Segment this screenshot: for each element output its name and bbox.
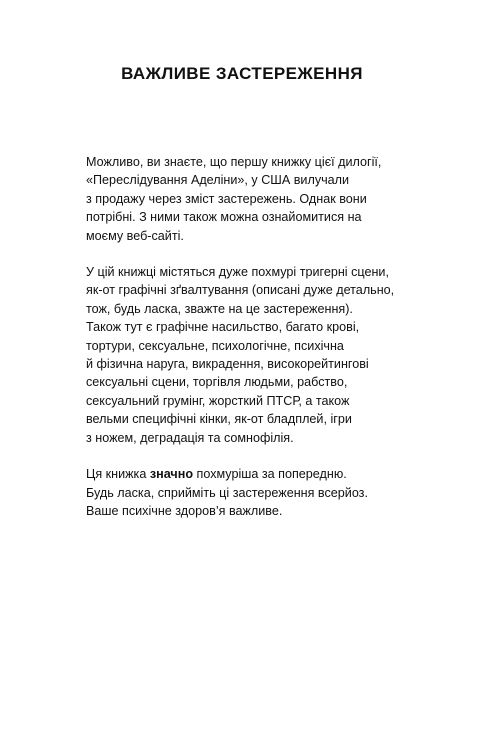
text-line: сексуальні сцени, торгівля людьми, рабство, xyxy=(86,375,348,390)
text-segment: похмуріша за попередню. xyxy=(193,467,347,482)
text-line: Також тут є графічне насильство, багато крові, xyxy=(86,320,360,335)
text-line: «Переслідування Аделіни», у США вилучали xyxy=(86,173,350,188)
warning-text xyxy=(86,153,416,538)
text-line: У цій книжці містяться дуже похмурі тригерні сцени, xyxy=(86,265,389,280)
text-line: моєму веб-сайті. xyxy=(86,228,184,243)
text-line: тортури, сексуальне, психологічне, психічна xyxy=(86,338,344,353)
paragraph-1 xyxy=(86,153,416,245)
text-line: з продажу через зміст застережень. Однак вони xyxy=(86,191,367,206)
text-line xyxy=(86,465,416,483)
text-line: вельми специфічні кінки, як-от бладплей, ігри xyxy=(86,412,352,427)
text-line: сексуальний грумінг, жорсткий ПТСР, а також xyxy=(86,393,350,408)
paragraph-3 xyxy=(86,465,416,520)
text-segment: Ця книжка xyxy=(86,467,150,482)
text-line: й фізична наруга, викрадення, високорейтингові xyxy=(86,357,369,372)
page-title: ВАЖЛИВЕ ЗАСТЕРЕЖЕННЯ xyxy=(121,64,363,83)
text-line: з ножем, деградація та сомнофілія. xyxy=(86,430,294,445)
text-line: Можливо, ви знаєте, що першу книжку цієї дилогії, xyxy=(86,155,382,169)
text-line: як-от графічні зґвалтування (описані дуже детально, xyxy=(86,283,395,298)
paragraph-2 xyxy=(86,263,416,447)
emphasis-text: значно xyxy=(149,467,194,482)
text-line: Ваше психічне здоров’я важливе. xyxy=(86,503,283,518)
text-line: тож, будь ласка, зважте на це застереження). xyxy=(86,301,353,316)
text-line: потрібні. З ними також можна ознайомитися на xyxy=(86,210,362,225)
text-line: Будь ласка, сприйміть ці застереження всерйоз. xyxy=(86,485,368,500)
